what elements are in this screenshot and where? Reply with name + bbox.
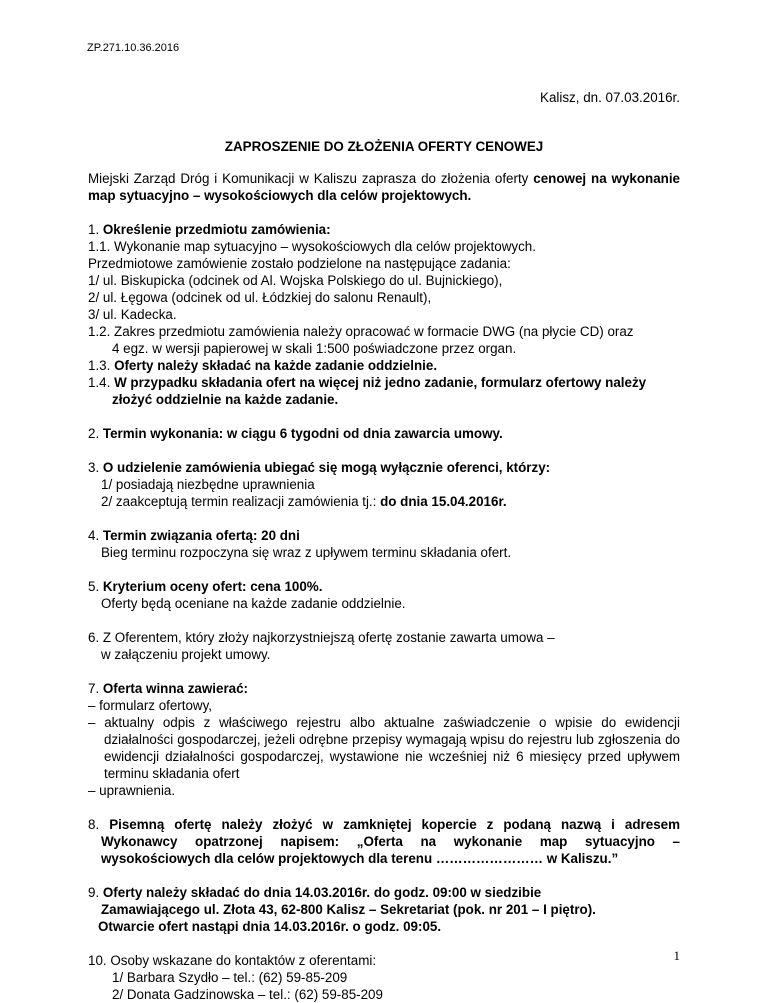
section-bold-line: Pisemną ofertę należy złożyć w zamkniętej kopercie z podaną nazwą i adresem Wykonawcy opatrzonej napisem: „Oferta na wykonanie map sytuacyjno – wysokościowych dla celów projektowych dla terenu …………………… w Kaliszu.” [101,817,681,866]
deadline-date: do dnia 15.04.2016r. [380,494,507,509]
section-line: Oferty będą oceniane na każde zadanie oddzielnie. [101,596,406,611]
item-number: 1.3. [88,358,115,373]
section-number: 8. [88,817,110,832]
section-number: 1. [88,222,103,237]
section-1 [88,221,680,408]
section-line: 1/ posiadają niezbędne uprawnienia [101,477,315,492]
section-8 [88,816,680,867]
section-line: 2/ zaakceptują termin realizacji zamówienia tj.: [101,494,381,509]
section-heading: Kryterium oceny ofert: cena 100%. [102,579,323,594]
task-item: 1/ ul. Biskupicka (odcinek od Al. Wojska Polskiego do ul. Bujnickiego), [88,273,503,288]
section-number: 9. [88,885,103,900]
section-bold-line: Otwarcie ofert nastąpi dnia 14.03.2016r. o godz. 09:05. [98,919,442,934]
section-line: 1.2. Zakres przedmiotu zamówienia należy opracować w formacie DWG (na płycie CD) oraz [88,324,634,339]
section-bold-line: Zamawiającego ul. Złota 43, 62-800 Kalisz – Sekretariat (pok. nr 201 – I piętro). [101,902,596,917]
section-heading: Termin wykonania: w ciągu 6 tygodni od dnia zawarcia umowy. [102,426,503,441]
section-line: 10. Osoby wskazane do kontaktów z oferentami: [88,953,377,968]
section-3 [88,459,680,510]
document-title: ZAPROSZENIE DO ZŁOŻENIA OFERTY CENOWEJ [224,139,544,154]
section-line: Przedmiotowe zamówienie zostało podzielone na następujące zadania: [88,256,511,271]
contact-person: 2/ Donata Gadzinowska – tel.: (62) 59-85-209 [112,987,383,1002]
section-line: Bieg terminu rozpoczyna się wraz z upływem terminu składania ofert. [101,545,512,560]
section-line: 6. Z Oferentem, który złoży najkorzystniejszą ofertę zostanie zawarta umowa – [88,630,555,645]
intro-bold: cenowej na wykonanie map sytuacyjno – wysokościowych dla celów projektowych. [88,171,680,203]
list-item: – uprawnienia. [88,783,176,798]
section-6 [88,629,680,663]
section-4 [88,527,680,561]
list-item: – formularz ofertowy, [88,698,213,713]
list-item: – aktualny odpis z właściwego rejestru albo aktualne zaświadczenie o wpisie do ewidencji działalności gospodarczej, jeżeli odrębne przepisy wymagają wpisu do rejestru lub zgłoszenia do ewidencji działalności gospodarczej, wystawione nie wcześniej niż 6 miesięcy przed upływem terminu składania ofert [88,715,680,781]
section-number: 3. [88,460,103,475]
section-5 [88,578,680,612]
page-number: 1 [673,948,680,963]
section-line: 1.1. Wykonanie map sytuacyjno – wysokościowych dla celów projektowych. [88,239,536,254]
section-bold-line: W przypadku składania ofert na więcej niż jedno zadanie, formularz ofertowy należy złożyć oddzielnie na każde zadanie. [112,375,647,407]
section-7 [88,680,680,799]
section-number: 7. [88,681,103,696]
section-9 [88,884,680,935]
task-item: 3/ ul. Kadecka. [88,307,177,322]
section-heading: O udzielenie zamówienia ubiegać się mogą wyłącznie oferenci, którzy: [102,460,551,475]
document-reference: ZP.271.10.36.2016 [87,42,180,54]
section-10 [88,952,680,1003]
task-item: 2/ ul. Łęgowa (odcinek od ul. Łódzkiej do salonu Renault), [88,290,432,305]
document-body [88,170,680,1003]
section-number: 5. [88,579,103,594]
section-heading: Termin związania ofertą: 20 dni [102,528,300,543]
section-bold-line: Oferty należy składać do dnia 14.03.2016r. do godz. 09:00 w siedzibie [102,885,542,900]
section-number: 2. [88,426,103,441]
section-2 [88,425,680,442]
document-date: Kalisz, dn. 07.03.2016r. [540,90,680,105]
section-number: 4. [88,528,103,543]
section-line: 4 egz. w wersji papierowej w skali 1:500 poświadczone przez organ. [112,341,517,356]
intro-paragraph [88,170,680,204]
contact-person: 1/ Barbara Szydło – tel.: (62) 59-85-209 [112,970,348,985]
section-line: w załączeniu projekt umowy. [101,647,271,662]
section-heading: Oferta winna zawierać: [102,681,249,696]
section-heading: Określenie przedmiotu zamówienia: [102,222,331,237]
item-number: 1.4. [88,375,115,390]
section-bold-line: Oferty należy składać na każde zadanie oddzielnie. [114,358,438,373]
intro-text: Miejski Zarząd Dróg i Komunikacji w Kaliszu zaprasza do złożenia oferty [88,171,534,186]
